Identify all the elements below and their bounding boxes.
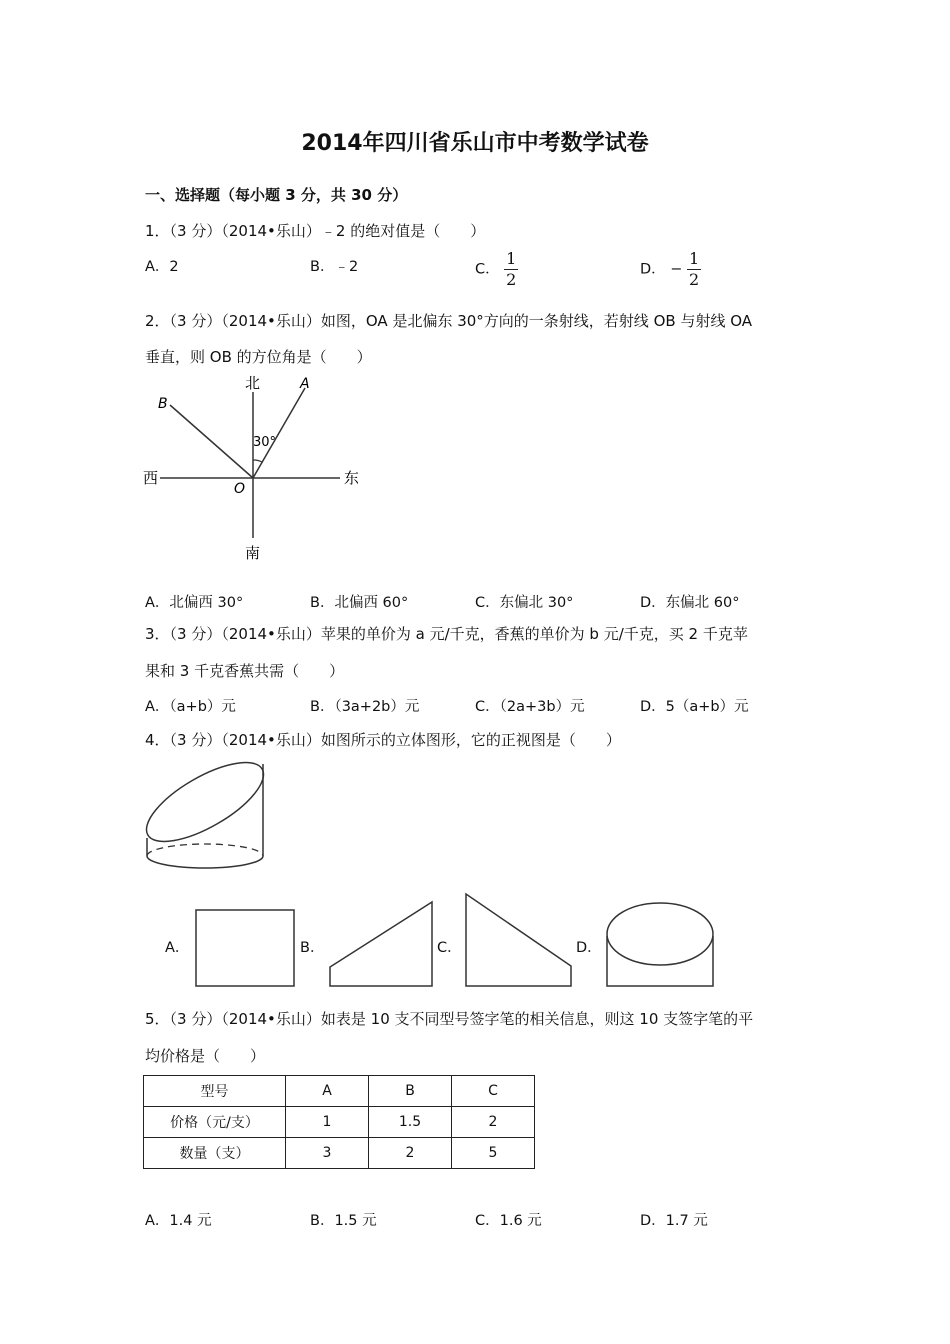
q1-option-c-denominator: 2: [506, 270, 517, 289]
q1-option-c-numerator: 1: [506, 249, 517, 268]
table-cell: 1: [286, 1107, 369, 1138]
table-cell: 数量（支）: [144, 1138, 286, 1169]
q2-option-d: D．东偏北 60°: [640, 595, 740, 611]
q5-stem-line2: 均价格是（ ）: [145, 1047, 266, 1065]
table-cell: 5: [452, 1138, 535, 1169]
q4-stem: 4．（3 分）（2014•乐山）如图所示的立体图形，它的正视图是（ ）: [145, 731, 621, 749]
label-east: 东: [344, 469, 360, 487]
q3-stem-line2: 果和 3 千克香蕉共需（ ）: [145, 662, 345, 680]
q1-option-d-numerator: 1: [688, 249, 700, 268]
q1-option-c: [475, 250, 518, 289]
table-cell: 3: [286, 1138, 369, 1169]
q1-option-c-fraction: [504, 250, 518, 289]
label-west: 西: [143, 469, 159, 487]
label-angle: 30°: [253, 435, 277, 450]
q2-stem-line1: 2．（3 分）（2014•乐山）如图，OA 是北偏东 30°方向的一条射线，若射线 OB 与射线 OA: [145, 312, 753, 330]
q4-option-c-figure: [463, 891, 575, 991]
q4-option-d-figure: [603, 900, 718, 990]
q5-option-a: A．1.4 元: [145, 1213, 212, 1229]
angle-arc: [253, 460, 262, 462]
q1-stem: 1．（3 分）（2014•乐山）﹣2 的绝对值是（ ）: [145, 222, 486, 240]
q5-price-table: [143, 1075, 535, 1169]
q3-option-b: B．（3a+2b）元: [310, 699, 420, 715]
table-row: [144, 1138, 535, 1169]
q4-solid-figure: [140, 756, 275, 876]
q5-option-c: C．1.6 元: [475, 1213, 542, 1229]
ray-oa: [253, 388, 305, 478]
q3-option-c: C．（2a+3b）元: [475, 699, 585, 715]
label-south: 南: [245, 544, 261, 562]
label-a: A: [300, 376, 310, 392]
q5-stem-line1: 5．（3 分）（2014•乐山）如表是 10 支不同型号签字笔的相关信息，则这 10 支签字笔的平: [145, 1010, 754, 1028]
table-header-cell: A: [286, 1076, 369, 1107]
q4-option-a-label: A．: [165, 940, 190, 956]
table-header-row: [144, 1076, 535, 1107]
q1-option-d-label: D．: [640, 261, 666, 278]
q1-option-d-minus: −: [670, 261, 683, 278]
table-cell: 价格（元/支）: [144, 1107, 286, 1138]
q1-option-d-fraction: [687, 250, 701, 289]
table-cell: 2: [369, 1138, 452, 1169]
label-north: 北: [245, 374, 261, 392]
label-o: O: [234, 481, 246, 497]
ray-ob: [170, 405, 253, 478]
table-header-cell: B: [369, 1076, 452, 1107]
q1-option-c-label: C．: [475, 261, 500, 278]
q4-option-b-label: B．: [300, 940, 325, 956]
q4-option-b-figure: [326, 899, 438, 991]
q4-option-c-label: C．: [437, 940, 462, 956]
table-header-cell: 型号: [144, 1076, 286, 1107]
section-heading: 一、选择题（每小题 3 分，共 30 分）: [145, 186, 408, 204]
q5-option-b: B．1.5 元: [310, 1213, 377, 1229]
table-cell: 2: [452, 1107, 535, 1138]
q1-option-d-denominator: 2: [688, 270, 700, 289]
q2-option-a: A．北偏西 30°: [145, 595, 244, 611]
table-cell: 1.5: [369, 1107, 452, 1138]
q1-option-b: B．﹣2: [310, 259, 359, 275]
q4-option-d-label: D．: [576, 940, 602, 956]
q2-stem-line2: 垂直，则 OB 的方位角是（ ）: [145, 348, 372, 366]
q2-compass-figure: [130, 370, 380, 570]
page-title: 2014年四川省乐山市中考数学试卷: [301, 131, 649, 156]
q3-stem-line1: 3．（3 分）（2014•乐山）苹果的单价为 a 元/千克，香蕉的单价为 b 元/千克，买 2 千克苹: [145, 625, 748, 643]
q2-option-b: B．北偏西 60°: [310, 595, 409, 611]
q5-option-d: D．1.7 元: [640, 1213, 708, 1229]
q4-option-a-figure: [194, 908, 298, 990]
q2-option-c: C．东偏北 30°: [475, 595, 574, 611]
q1-option-a: A．2: [145, 259, 179, 275]
q3-option-d: D．5（a+b）元: [640, 699, 749, 715]
label-b: B: [158, 396, 168, 412]
q3-option-a: A．（a+b）元: [145, 699, 236, 715]
q1-option-d: [640, 250, 701, 289]
table-row: [144, 1107, 535, 1138]
table-header-cell: C: [452, 1076, 535, 1107]
